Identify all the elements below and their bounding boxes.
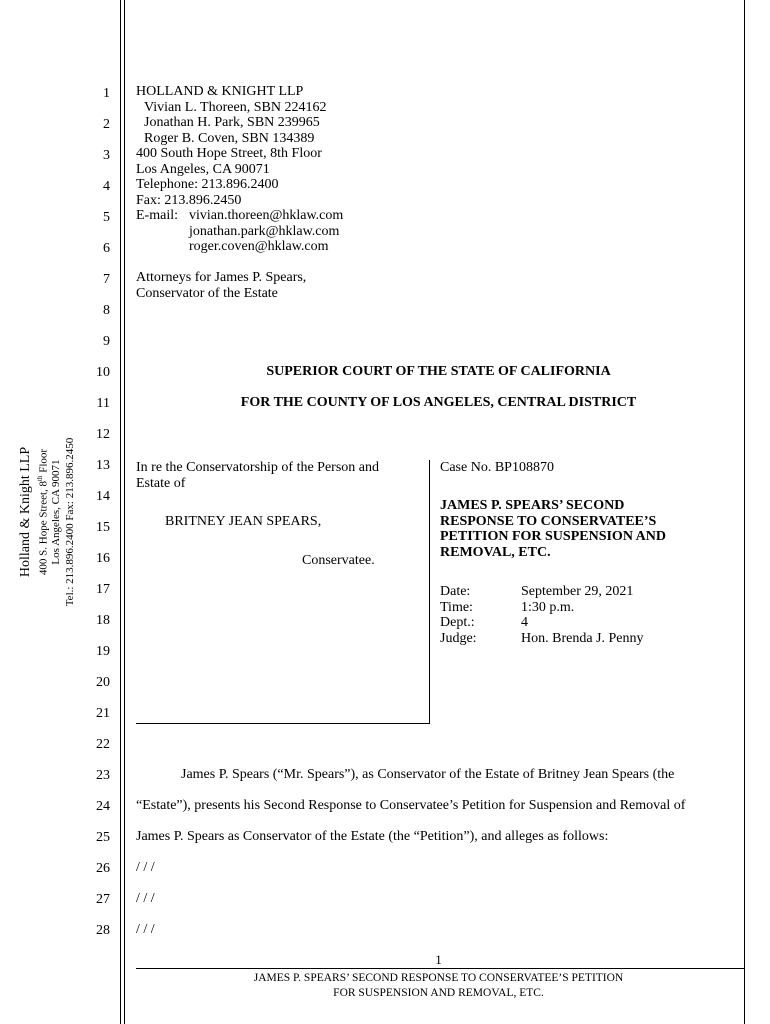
document-title-line: JAMES P. SPEARS’ SECOND [440,498,625,513]
line-number: 6 [103,241,110,256]
court-heading-2: FOR THE COUNTY OF LOS ANGELES, CENTRAL DISTRICT [240,395,637,410]
counsel-email[interactable]: jonathan.park@hklaw.com [189,223,340,239]
attorneys-for-line-2: Conservator of the Estate [136,285,278,301]
caption-conservatee-role: Conservatee. [302,553,375,568]
line-number: 25 [96,830,110,845]
page-number: 1 [435,952,442,967]
counsel-block [136,84,466,255]
counsel-telephone: Telephone: 213.896.2400 [136,177,279,192]
line-number: 1 [103,86,110,101]
court-heading-1: SUPERIOR COURT OF THE STATE OF CALIFORNIA [266,364,611,379]
sidebar-firm: Holland & Knight LLP [18,446,33,578]
right-margin-rule [744,0,745,1024]
line-number: 13 [96,458,110,473]
counsel-email-label: E-mail: [136,208,178,223]
sidebar-street [36,432,50,592]
counsel-attorney: Vivian L. Thoreen, SBN 224162 [144,99,327,115]
line-number: 10 [96,365,110,380]
document-title-line: REMOVAL, ETC. [440,544,551,560]
line-number: 23 [96,768,110,783]
counsel-attorney: Jonathan H. Park, SBN 239965 [144,115,320,130]
line-number: 16 [96,551,110,566]
sidebar-city: Los Angeles, CA 90071 [50,459,62,565]
counsel-firm: HOLLAND & KNIGHT LLP [136,84,304,99]
hearing-label: Dept.: [440,615,475,630]
left-margin-rule-2 [124,0,125,1024]
caption-conservatee-name: BRITNEY JEAN SPEARS, [165,514,322,529]
sidebar-street-sup: th [36,475,44,481]
document-title-line: RESPONSE TO CONSERVATEE’S [440,513,657,529]
line-number: 14 [96,489,110,504]
counsel-email[interactable]: roger.coven@hklaw.com [189,239,329,254]
counsel-fax: Fax: 213.896.2450 [136,192,242,208]
body-slashes: / / / [136,922,155,937]
line-number: 2 [103,117,110,132]
hearing-value: 4 [521,615,528,630]
body-slashes: / / / [136,860,155,875]
caption-bottom-rule [136,723,430,724]
attorneys-for-block [136,270,466,301]
counsel-attorney: Roger B. Coven, SBN 134389 [144,130,315,146]
line-number: 4 [103,179,110,194]
line-number: 7 [103,272,110,287]
case-number: Case No. BP108870 [440,460,554,475]
attorneys-for-line-1: Attorneys for James P. Spears, [136,270,307,285]
caption-in-re-2: Estate of [136,475,186,491]
body-slashes: / / / [136,891,155,906]
line-number: 19 [96,644,110,659]
line-number: 17 [96,582,110,597]
sidebar-phones: Tel.: 213.896.2400 Fax: 213.896.2450 [64,437,76,607]
counsel-email[interactable]: vivian.thoreen@hklaw.com [189,208,344,223]
footer-rule [136,968,744,969]
hearing-value: September 29, 2021 [521,584,634,599]
caption-in-re-1: In re the Conservatorship of the Person and [136,460,379,475]
line-number: 21 [96,706,110,721]
hearing-label: Date: [440,584,471,599]
counsel-address-2: Los Angeles, CA 90071 [136,161,270,177]
line-number: 9 [103,334,110,349]
body-line-24: “Estate”), presents his Second Response to Conservatee’s Petition for Suspension and Removal of [136,798,686,813]
document-title-line: PETITION FOR SUSPENSION AND [440,529,666,544]
line-number: 15 [96,520,110,535]
line-number: 28 [96,923,110,938]
line-number: 8 [103,303,110,318]
body-line-23: James P. Spears (“Mr. Spears”), as Conservator of the Estate of Britney Jean Spears (the [181,767,675,782]
document-title [440,498,740,560]
line-number: 3 [103,148,110,163]
counsel-address-1: 400 South Hope Street, 8th Floor [136,146,322,161]
hearing-value: Hon. Brenda J. Penny [521,630,644,646]
hearing-value: 1:30 p.m. [521,599,575,615]
caption-vertical-rule [429,460,430,724]
caption-left [136,460,426,491]
line-number: 5 [103,210,110,225]
hearing-label: Judge: [440,630,477,646]
body-line-25: James P. Spears as Conservator of the Estate (the “Petition”), and alleges as follows: [136,829,609,844]
hearing-info [440,584,740,646]
line-number: 12 [96,427,110,442]
hearing-label: Time: [440,599,473,615]
sidebar-street-prefix: 400 S. Hope Street, 8 [37,480,50,576]
line-number: 26 [96,861,110,876]
line-number: 20 [96,675,110,690]
left-margin-rule-1 [120,0,121,1024]
line-number: 24 [96,799,110,814]
line-number: 18 [96,613,110,628]
line-number: 27 [96,892,110,907]
sidebar-street-suffix: Floor [37,448,50,476]
line-number: 22 [96,737,110,752]
footer-title-line-2: FOR SUSPENSION AND REMOVAL, ETC. [333,987,544,999]
footer-title-line-1: JAMES P. SPEARS’ SECOND RESPONSE TO CONSERVATEE’S PETITION [253,972,624,984]
footer-title [136,971,741,1001]
line-number: 11 [96,396,110,411]
